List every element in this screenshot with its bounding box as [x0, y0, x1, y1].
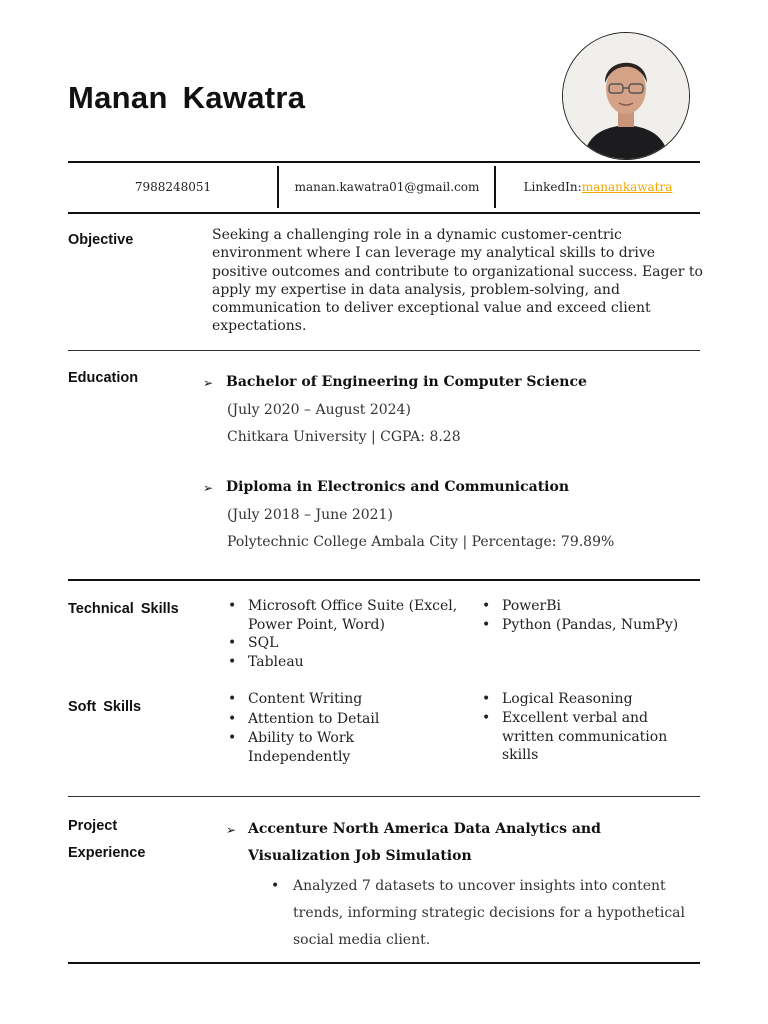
bullet-dot-icon: • [228, 635, 237, 651]
degree-title: Diploma in Electronics and Communication [226, 479, 570, 495]
skill-item [482, 690, 633, 709]
project-title-line2: Visualization Job Simulation [248, 848, 472, 864]
bullet-dot-icon: • [228, 730, 237, 746]
bullet-dot-icon: • [482, 617, 491, 633]
phone-cell [68, 163, 278, 211]
bullet-dot-icon: • [482, 710, 491, 726]
degree-dates: (July 2018 – June 2021) [227, 507, 393, 523]
bullet-dot-icon: • [228, 598, 237, 614]
skill-text: Content Writing [248, 691, 363, 707]
skill-item [482, 616, 679, 635]
skill-text: PowerBi [502, 598, 562, 614]
skill-text: Logical Reasoning [502, 691, 633, 707]
objective-heading: Objective [68, 232, 134, 248]
phone-number: 7988248051 [134, 180, 212, 194]
degree-institution: Polytechnic College Ambala City | Percentage: 79.89% [227, 534, 615, 550]
skill-text: SQL [248, 635, 279, 651]
technical-skills-heading: Technical Skills [68, 601, 179, 617]
footer-rule [68, 962, 700, 964]
skill-text: Attention to Detail [248, 711, 380, 727]
skill-item [482, 597, 562, 616]
profile-photo [562, 32, 690, 160]
section-divider [68, 796, 700, 797]
skill-text: Microsoft Office Suite (Excel, Power Point, Word) [248, 598, 458, 633]
skill-item [228, 690, 363, 709]
skill-item [228, 729, 388, 766]
candidate-name: Manan Kawatra [68, 80, 306, 115]
email-cell [279, 163, 495, 211]
skill-text: Excellent verbal and written communication skills [502, 710, 668, 763]
bullet-dot-icon: • [482, 691, 491, 707]
arrow-bullet-icon: ➢ [203, 481, 214, 495]
bullet-dot-icon: • [228, 654, 237, 670]
email-address[interactable]: manan.kawatra01@gmail.com [294, 180, 480, 194]
header-bottom-rule [68, 212, 700, 214]
arrow-bullet-icon: ➢ [226, 823, 237, 837]
linkedin-label: LinkedIn: [523, 180, 582, 194]
section-divider [68, 579, 700, 581]
project-heading-line2: Experience [68, 845, 146, 861]
bullet-dot-icon: • [482, 598, 491, 614]
profile-photo-illustration [563, 33, 689, 159]
project-heading-line1: Project [68, 818, 118, 834]
degree-title: Bachelor of Engineering in Computer Science [226, 374, 587, 390]
education-heading: Education [68, 370, 139, 386]
project-detail: Analyzed 7 datasets to uncover insights into content trends, informing strategic decisions for a hypothetical social media client. [293, 878, 686, 948]
degree-dates: (July 2020 – August 2024) [227, 402, 411, 418]
bullet-dot-icon: • [228, 711, 237, 727]
skill-text: Ability to Work Independently [248, 730, 355, 765]
section-divider [68, 350, 700, 351]
skill-text: Tableau [248, 654, 304, 670]
soft-skills-heading: Soft Skills [68, 699, 142, 715]
project-title-line1: Accenture North America Data Analytics and [248, 821, 601, 837]
objective-text: Seeking a challenging role in a dynamic customer-centric environment where I can leverage my analytical skills to drive positive outcomes and contribute to organizational success. Eager to apply my expertise in data analysis, problem-solving, and communication to deliver exceptional value and exceed client expectations. [212, 227, 703, 335]
skill-item [228, 634, 279, 653]
skill-text: Python (Pandas, NumPy) [502, 617, 679, 633]
bullet-dot-icon: • [228, 691, 237, 707]
arrow-bullet-icon: ➢ [203, 376, 214, 390]
skill-item [228, 597, 458, 634]
skill-item [228, 710, 380, 729]
linkedin-cell [496, 163, 700, 211]
skill-item [228, 653, 304, 672]
linkedin-link[interactable]: manankawatra [581, 180, 673, 194]
contact-bar [68, 163, 700, 211]
degree-institution: Chitkara University | CGPA: 8.28 [227, 429, 461, 445]
skill-item [482, 709, 687, 765]
bullet-dot-icon: • [271, 878, 280, 894]
